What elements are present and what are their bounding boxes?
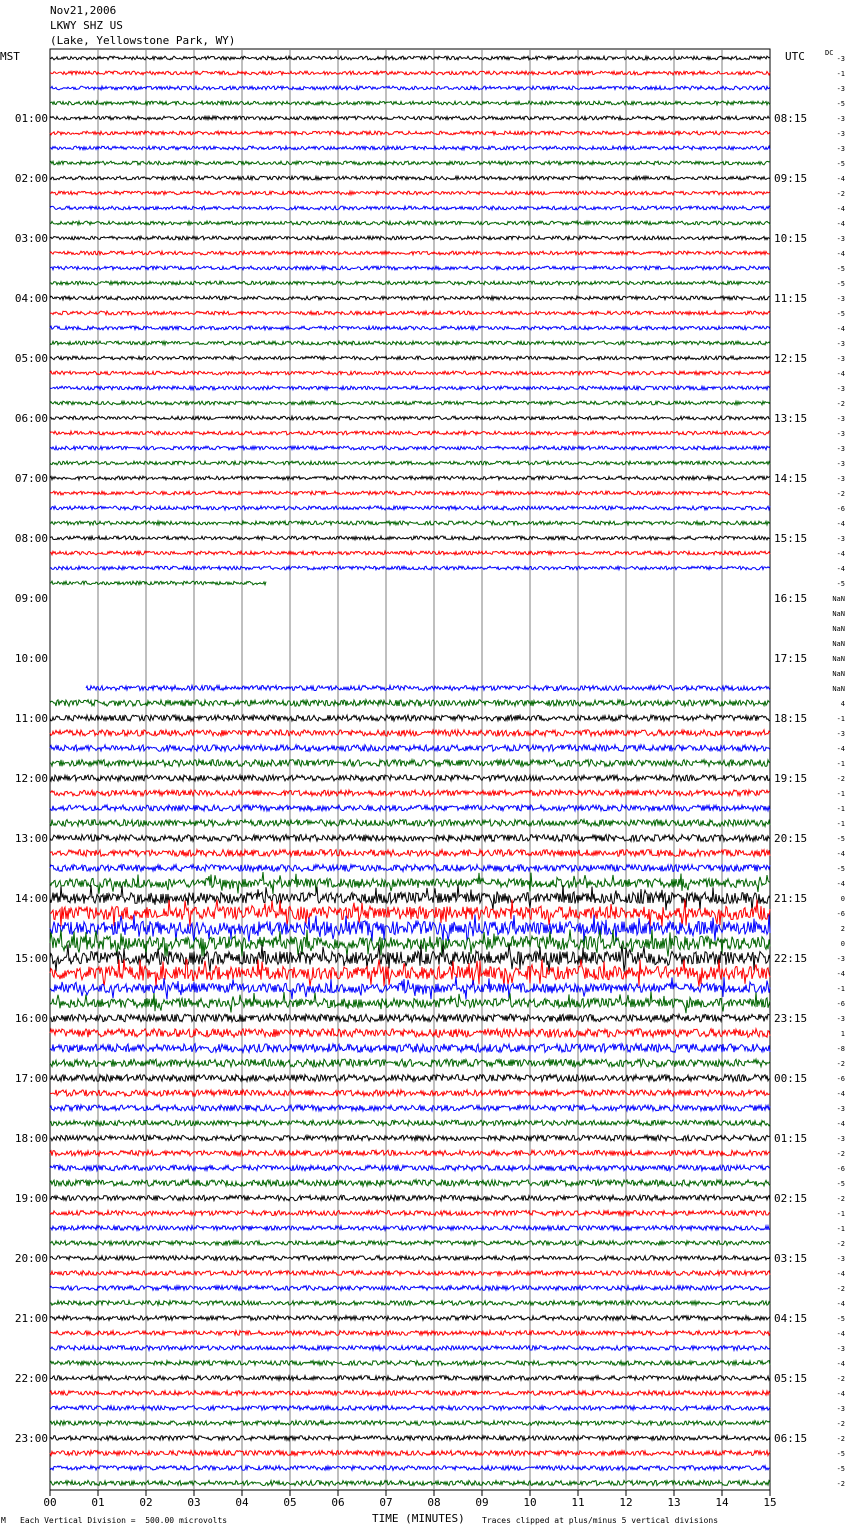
dc-offset-label: -4 [836,220,845,228]
dc-offset-label: -2 [836,1240,845,1248]
dc-offset-label: -3 [836,460,845,468]
seismic-trace [50,461,770,465]
seismic-trace [50,1286,770,1291]
dc-offset-label: -4 [836,1300,845,1308]
seismic-trace [50,266,770,270]
dc-label: DC [825,49,834,57]
seismic-trace [50,506,770,510]
dc-offset-label: -4 [836,1270,845,1278]
mst-hour-label: 03:00 [14,232,48,245]
x-tick-label: 09 [475,1496,489,1509]
utc-hour-label: 17:15 [774,652,808,665]
dc-offset-label: -6 [836,1165,845,1173]
x-tick-label: 03 [187,1496,201,1509]
seismic-trace [50,521,770,525]
seismic-trace [50,416,770,420]
mst-hour-label: 07:00 [14,472,48,485]
dc-offset-label: -3 [836,1015,845,1023]
dc-offset-label: -3 [836,295,845,303]
mst-hour-label: 21:00 [14,1312,48,1325]
seismic-trace [50,1316,770,1321]
mst-hour-label: 22:00 [14,1372,48,1385]
seismic-trace [50,730,770,736]
dc-offset-label: -3 [836,955,845,963]
seismic-trace [50,371,770,375]
dc-offset-label: -5 [836,160,845,168]
mst-hour-label: 08:00 [14,532,48,545]
dc-offset-label: -5 [836,1465,845,1473]
seismic-trace [50,431,770,435]
utc-hour-label: 19:15 [774,772,808,785]
scale-note: Each Vertical Division = 500.00 microvolts [20,1516,228,1525]
dc-offset-label: -2 [836,1480,845,1488]
x-tick-label: 04 [235,1496,249,1509]
seismic-trace [50,326,770,330]
utc-hour-label: 22:15 [774,952,808,965]
x-axis-title: TIME (MINUTES) [372,1512,465,1525]
utc-hour-label: 12:15 [774,352,808,365]
dc-offset-label: -3 [836,475,845,483]
utc-hour-label: 16:15 [774,592,808,605]
dc-offset-label: -1 [836,1210,845,1218]
seismic-trace [50,146,770,150]
seismic-trace [50,1135,770,1140]
dc-offset-label: -4 [836,250,845,258]
dc-offset-label: -1 [836,760,845,768]
seismic-trace [50,1331,770,1336]
seismic-trace [50,820,770,827]
x-tick-label: 00 [43,1496,57,1509]
seismic-trace [50,1044,770,1053]
mst-hour-label: 13:00 [14,832,48,845]
seismic-trace [50,1346,770,1351]
recording-date: Nov21,2006 [50,4,117,17]
seismic-trace [50,191,770,195]
clip-note: Traces clipped at plus/minus 5 vertical divisions [482,1516,719,1525]
dc-offset-label: -4 [836,205,845,213]
seismic-trace [50,1150,770,1155]
dc-offset-label: -5 [836,1315,845,1323]
seismic-trace [50,281,770,285]
x-tick-label: 11 [571,1496,585,1509]
dc-offset-label: -6 [836,1000,845,1008]
dc-offset-label: NaN [832,625,845,633]
seismic-trace [50,1271,770,1276]
utc-hour-label: 14:15 [774,472,808,485]
seismic-trace [50,386,770,390]
seismic-trace [50,296,770,300]
utc-hour-label: 23:15 [774,1012,808,1025]
dc-offset-label: -3 [836,1255,845,1263]
seismic-trace [50,805,770,811]
dc-offset-label: -1 [836,985,845,993]
seismic-trace [50,1436,770,1441]
dc-offset-label: -3 [836,235,845,243]
dc-offset-label: -3 [836,415,845,423]
seismic-trace [50,56,770,60]
utc-hour-label: 18:15 [774,712,808,725]
dc-offset-label: 0 [840,895,845,903]
dc-offset-label: -5 [836,1180,845,1188]
mst-hour-label: 14:00 [14,892,48,905]
x-tick-label: 15 [763,1496,777,1509]
mst-hour-label: 15:00 [14,952,48,965]
dc-offset-label: -6 [836,1075,845,1083]
dc-offset-label: 1 [840,1030,845,1038]
seismic-trace [50,356,770,360]
dc-offset-label: -4 [836,565,845,573]
dc-offset-label: -1 [836,715,845,723]
dc-offset-label: -4 [836,1090,845,1098]
dc-offset-label: 2 [840,925,845,933]
utc-hour-label: 05:15 [774,1372,808,1385]
seismic-trace [50,1165,770,1170]
seismic-trace [50,715,770,721]
seismic-trace [50,206,770,210]
seismic-trace [50,551,770,555]
seismic-trace [50,251,770,255]
mst-hour-label: 05:00 [14,352,48,365]
seismic-trace [50,71,770,75]
dc-offset-label: -5 [836,280,845,288]
utc-hour-label: 13:15 [774,412,808,425]
dc-offset-label: -4 [836,370,845,378]
dc-offset-label: -4 [836,1390,845,1398]
dc-offset-label: -5 [836,265,845,273]
seismic-trace [86,686,770,691]
utc-axis-label: UTC [785,50,805,63]
dc-offset-label: -3 [836,85,845,93]
dc-offset-label: -4 [836,1360,845,1368]
mst-axis-label: MST [0,50,20,63]
seismic-trace [50,1180,770,1186]
utc-hour-label: 01:15 [774,1132,808,1145]
seismic-trace [50,775,770,781]
dc-offset-label: -2 [836,1060,845,1068]
dc-offset-label: -5 [836,100,845,108]
mst-hour-label: 16:00 [14,1012,48,1025]
utc-hour-label: 00:15 [774,1072,808,1085]
seismic-trace [50,850,770,857]
dc-offset-label: -3 [836,340,845,348]
dc-offset-label: -3 [836,1135,845,1143]
mst-hour-label: 01:00 [14,112,48,125]
mst-hour-label: 02:00 [14,172,48,185]
dc-offset-label: NaN [832,655,845,663]
utc-hour-label: 10:15 [774,232,808,245]
utc-hour-label: 20:15 [774,832,808,845]
seismic-trace [50,960,770,987]
seismic-trace [50,1466,770,1471]
x-tick-label: 12 [619,1496,633,1509]
dc-offset-label: -4 [836,325,845,333]
x-tick-label: 06 [331,1496,345,1509]
x-tick-label: 02 [139,1496,153,1509]
mst-hour-label: 04:00 [14,292,48,305]
dc-offset-label: -2 [836,1195,845,1203]
dc-offset-label: -5 [836,865,845,873]
dc-offset-label: -4 [836,1120,845,1128]
seismic-trace [50,1256,770,1261]
dc-offset-label: -4 [836,175,845,183]
dc-offset-label: 0 [840,940,845,948]
dc-offset-label: -5 [836,835,845,843]
dc-offset-label: -2 [836,400,845,408]
x-tick-label: 13 [667,1496,681,1509]
seismic-trace [50,1029,770,1038]
seismic-trace [50,835,770,842]
seismic-trace [50,536,770,540]
seismic-trace [50,1481,770,1486]
mst-hour-label: 10:00 [14,652,48,665]
seismic-trace [50,992,770,1014]
seismic-trace [50,1120,770,1125]
dc-offset-label: NaN [832,670,845,678]
dc-offset-label: -2 [836,1285,845,1293]
corner-mark: M [1,1516,6,1525]
dc-offset-label: -2 [836,1435,845,1443]
seismic-trace [50,745,770,751]
seismic-trace [50,760,770,767]
mst-hour-label: 20:00 [14,1252,48,1265]
seismic-trace [50,1406,770,1411]
x-tick-label: 10 [523,1496,537,1509]
x-tick-label: 08 [427,1496,441,1509]
dc-offset-label: -6 [836,505,845,513]
seismic-trace [50,581,266,585]
dc-offset-label: -1 [836,70,845,78]
mst-hour-label: 11:00 [14,712,48,725]
dc-offset-label: -1 [836,1225,845,1233]
seismic-trace [50,1301,770,1306]
seismic-trace [50,476,770,480]
seismic-trace [50,491,770,495]
dc-offset-label: -1 [836,790,845,798]
dc-offset-label: -4 [836,1330,845,1338]
utc-hour-label: 15:15 [774,532,808,545]
dc-offset-label: NaN [832,685,845,693]
utc-hour-label: 21:15 [774,892,808,905]
seismic-trace [50,1376,770,1381]
seismic-trace [50,236,770,240]
seismic-trace [50,700,770,706]
dc-offset-label: -6 [836,910,845,918]
seismic-trace [50,1361,770,1366]
station-code: LKWY SHZ US [50,19,123,32]
seismic-trace [50,86,770,90]
seismic-trace [50,1226,770,1231]
utc-hour-label: 11:15 [774,292,808,305]
dc-offset-label: -2 [836,1150,845,1158]
seismic-trace [50,1090,770,1096]
dc-offset-label: -3 [836,430,845,438]
seismic-trace [50,1421,770,1426]
dc-offset-label: 4 [840,700,845,708]
mst-hour-label: 06:00 [14,412,48,425]
dc-offset-label: -3 [836,130,845,138]
mst-hour-label: 12:00 [14,772,48,785]
dc-offset-label: -8 [836,1045,845,1053]
seismic-trace [50,1211,770,1216]
mst-hour-label: 23:00 [14,1432,48,1445]
seismic-trace [50,116,770,120]
mst-hour-label: 09:00 [14,592,48,605]
dc-offset-label: -4 [836,850,845,858]
dc-offset-label: -1 [836,805,845,813]
dc-offset-label: NaN [832,610,845,618]
dc-offset-label: -2 [836,1420,845,1428]
seismic-trace [50,221,770,225]
seismic-trace [50,566,770,570]
seismic-trace [50,1195,770,1200]
dc-offset-label: -3 [836,1345,845,1353]
seismic-trace [50,1105,770,1111]
dc-offset-label: NaN [832,640,845,648]
dc-offset-label: -3 [836,145,845,153]
seismic-trace [50,977,770,1000]
seismic-trace [50,101,770,105]
dc-offset-label: -4 [836,520,845,528]
seismic-trace [50,1451,770,1456]
dc-offset-label: -4 [836,970,845,978]
dc-offset-label: -3 [836,115,845,123]
mst-hour-label: 18:00 [14,1132,48,1145]
mst-hour-label: 17:00 [14,1072,48,1085]
seismic-trace [50,401,770,405]
dc-offset-label: -3 [836,355,845,363]
dc-offset-label: -3 [836,1405,845,1413]
dc-offset-label: -4 [836,550,845,558]
dc-offset-label: -4 [836,880,845,888]
seismic-trace [50,161,770,165]
utc-hour-label: 06:15 [774,1432,808,1445]
utc-hour-label: 09:15 [774,172,808,185]
seismic-trace [50,341,770,345]
seismic-trace [50,865,770,872]
utc-hour-label: 02:15 [774,1192,808,1205]
x-tick-label: 07 [379,1496,393,1509]
mst-hour-label: 19:00 [14,1192,48,1205]
utc-hour-label: 04:15 [774,1312,808,1325]
dc-offset-label: -3 [836,535,845,543]
dc-offset-label: -2 [836,190,845,198]
x-tick-label: 01 [91,1496,105,1509]
seismic-trace [50,1014,770,1022]
seismic-trace [50,446,770,450]
dc-offset-label: -5 [836,580,845,588]
utc-hour-label: 08:15 [774,112,808,125]
dc-offset-label: -5 [836,310,845,318]
x-tick-label: 14 [715,1496,729,1509]
dc-offset-label: NaN [832,595,845,603]
utc-hour-label: 03:15 [774,1252,808,1265]
seismic-trace [50,1075,770,1082]
dc-offset-label: -2 [836,1375,845,1383]
dc-offset-label: -3 [836,730,845,738]
station-location: (Lake, Yellowstone Park, WY) [50,34,236,47]
seismic-trace [50,790,770,796]
dc-offset-label: -1 [836,820,845,828]
dc-offset-label: -4 [836,745,845,753]
x-tick-label: 05 [283,1496,297,1509]
seismic-trace [50,311,770,315]
seismic-trace [50,1391,770,1396]
seismic-trace [50,1059,770,1067]
dc-offset-label: -3 [836,55,845,63]
dc-offset-label: -2 [836,490,845,498]
seismic-trace [50,1241,770,1246]
dc-offset-label: -3 [836,445,845,453]
seismic-trace [50,131,770,135]
dc-offset-label: -3 [836,385,845,393]
dc-offset-label: -5 [836,1450,845,1458]
dc-offset-label: -2 [836,775,845,783]
seismic-trace [50,176,770,180]
dc-offset-label: -3 [836,1105,845,1113]
